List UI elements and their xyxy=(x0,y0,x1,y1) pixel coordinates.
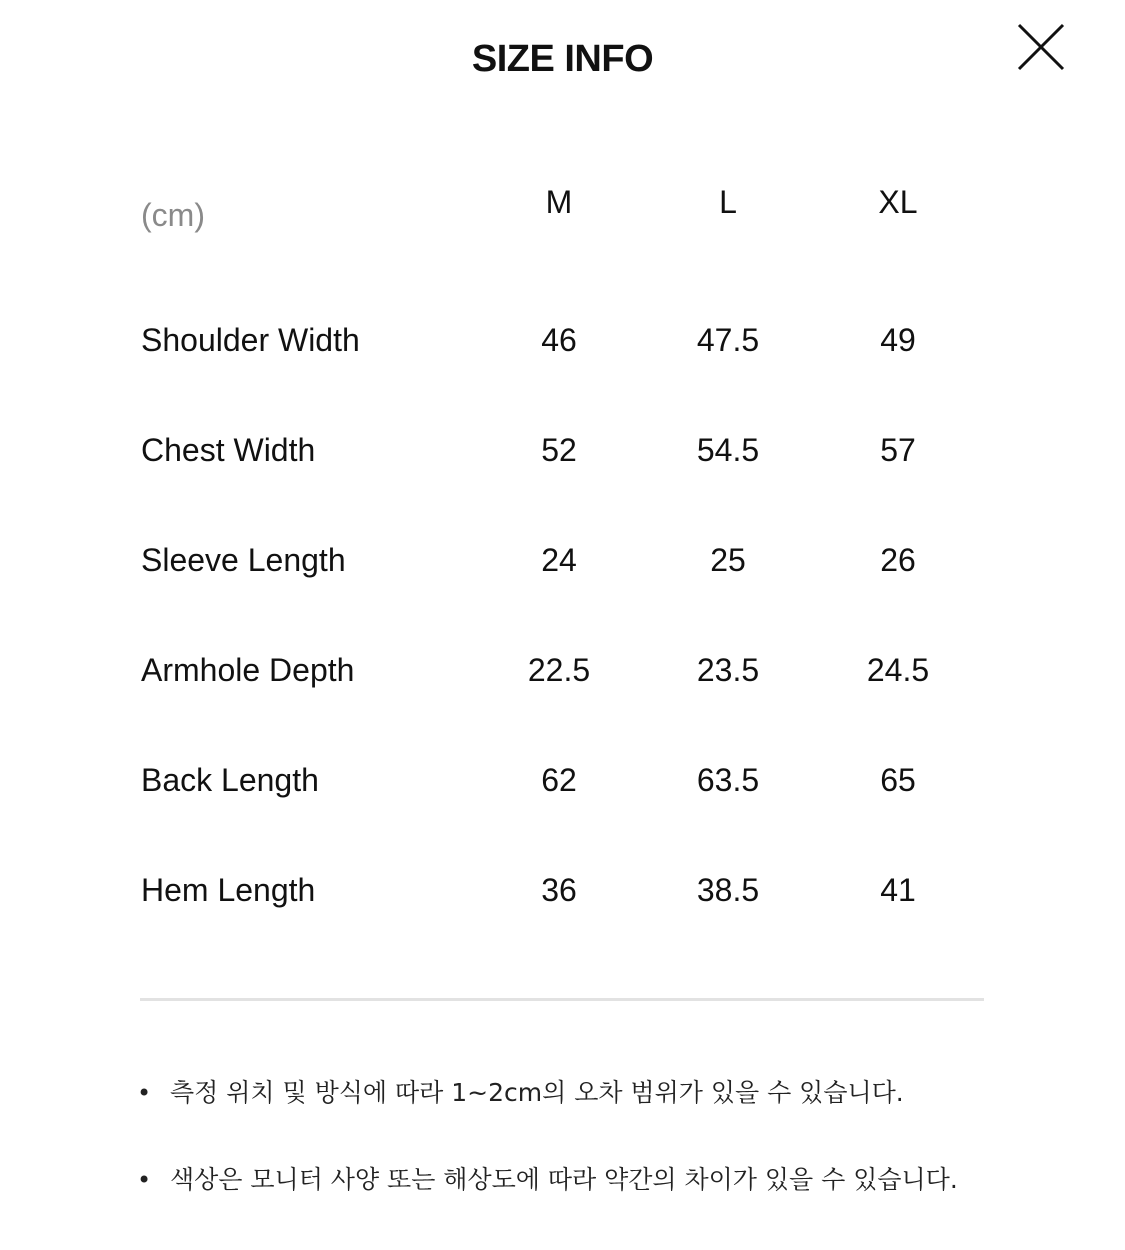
table-row xyxy=(0,652,1125,696)
table-cell: 22.5 xyxy=(527,652,591,688)
table-row xyxy=(0,872,1125,916)
table-cell: 24.5 xyxy=(866,652,930,688)
table-cell: 54.5 xyxy=(696,432,760,468)
table-row xyxy=(0,762,1125,806)
table-cell: 26 xyxy=(880,542,916,578)
row-label: Armhole Depth xyxy=(141,652,355,688)
table-cell: 23.5 xyxy=(696,652,760,688)
table-cell: 36 xyxy=(541,872,577,908)
table-cell: 63.5 xyxy=(696,762,760,798)
table-row xyxy=(0,542,1125,586)
row-label: Sleeve Length xyxy=(141,542,346,578)
unit-label: (cm) xyxy=(141,197,205,233)
table-cell: 47.5 xyxy=(696,322,760,358)
list-item xyxy=(137,1160,958,1196)
table-cell: 62 xyxy=(541,762,577,798)
table-cell: 41 xyxy=(880,872,916,908)
table-cell: 57 xyxy=(880,432,916,468)
table-cell: 46 xyxy=(541,322,577,358)
close-button[interactable] xyxy=(1016,22,1066,72)
column-header-m: M xyxy=(545,184,573,220)
bullet: • xyxy=(137,1166,152,1194)
note-text: 색상은 모니터 사양 또는 해상도에 따라 약간의 차이가 있을 수 있습니다. xyxy=(170,1165,958,1194)
table-cell: 24 xyxy=(541,542,577,578)
divider xyxy=(140,998,984,1001)
row-label: Hem Length xyxy=(141,872,316,908)
table-row xyxy=(0,432,1125,476)
table-cell: 52 xyxy=(541,432,577,468)
note-text: 측정 위치 및 방식에 따라 1~2cm의 오차 범위가 있을 수 있습니다. xyxy=(170,1078,904,1107)
table-row xyxy=(0,322,1125,366)
row-label: Back Length xyxy=(141,762,319,798)
table-cell: 38.5 xyxy=(696,872,760,908)
close-icon xyxy=(1016,22,1066,72)
row-label: Chest Width xyxy=(141,432,316,468)
list-item xyxy=(137,1073,904,1109)
table-cell: 49 xyxy=(880,322,916,358)
row-label: Shoulder Width xyxy=(141,322,360,358)
column-header-l: L xyxy=(719,184,737,220)
table-cell: 65 xyxy=(880,762,916,798)
column-header-xl: XL xyxy=(878,184,918,220)
table-cell: 25 xyxy=(710,542,746,578)
page-title: SIZE INFO xyxy=(471,38,654,80)
bullet: • xyxy=(137,1079,152,1107)
